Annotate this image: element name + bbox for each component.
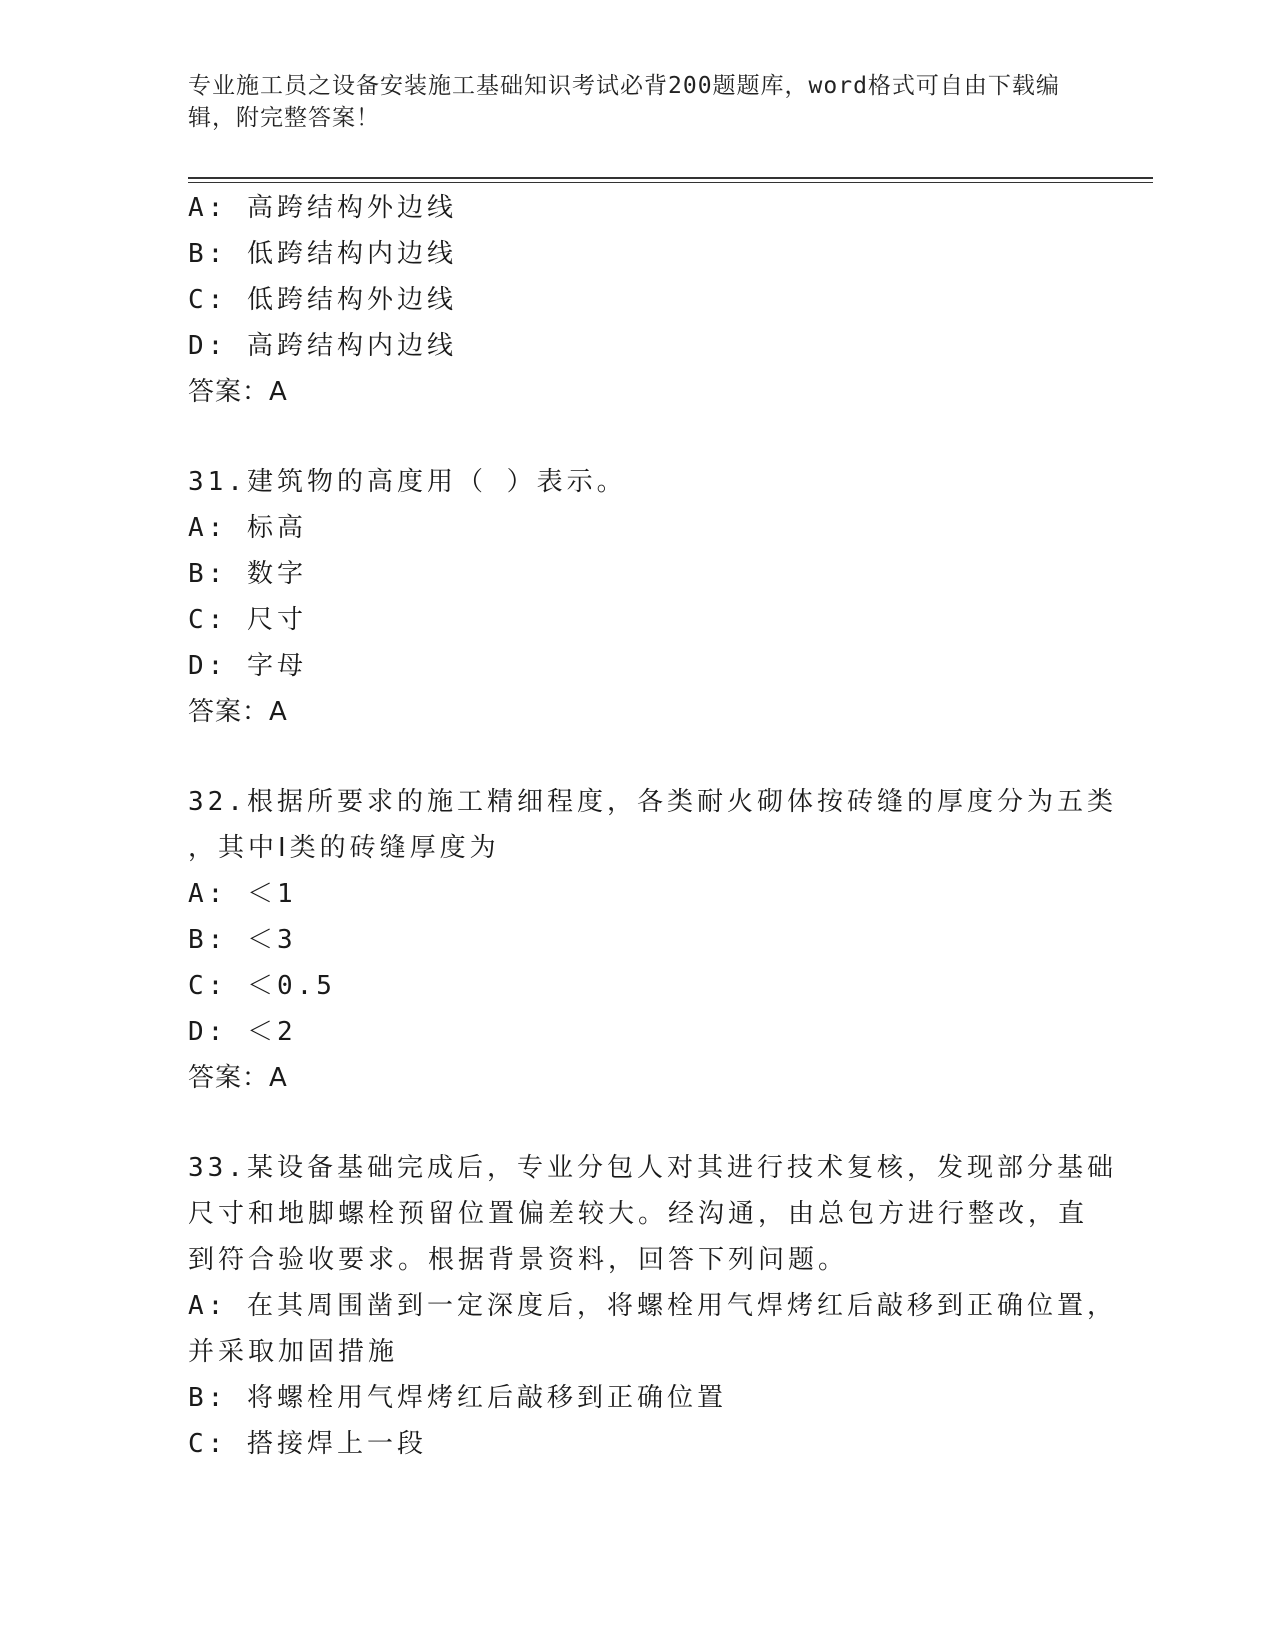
question-30-block xyxy=(188,185,1068,415)
question-text: 33.某设备基础完成后，专业分包人对其进行技术复核，发现部分基础 xyxy=(188,1153,1117,1183)
option-b: B: 低跨结构内边线 xyxy=(188,239,457,269)
question-31-block xyxy=(188,459,1068,735)
option-c: C: ＜0.5 xyxy=(188,971,336,1001)
question-list xyxy=(188,185,1117,1467)
option-a: A: 标高 xyxy=(188,513,307,543)
question-text: 32.根据所要求的施工精细程度，各类耐火砌体按砖缝的厚度分为五类 xyxy=(188,787,1117,817)
header-divider-thick xyxy=(188,177,1153,179)
header-divider-thin xyxy=(188,182,1153,183)
document-header: 专业施工员之设备安装施工基础知识考试必背200题题库，word格式可自由下载编辑，附完整答案！ xyxy=(188,73,1060,131)
question-text-continued: ，其中Ⅰ类的砖缝厚度为 xyxy=(188,833,500,863)
question-33-block xyxy=(188,1145,1117,1467)
option-d: D: 字母 xyxy=(188,651,307,681)
option-d: D: ＜2 xyxy=(188,1017,297,1047)
answer-line: 答案：A xyxy=(188,1063,288,1093)
question-text: 31.建筑物的高度用（ ）表示。 xyxy=(188,467,627,497)
question-text-continued: 到符合验收要求。根据背景资料，回答下列问题。 xyxy=(188,1245,849,1275)
option-d: D: 高跨结构内边线 xyxy=(188,331,457,361)
answer-line: 答案：A xyxy=(188,697,288,727)
question-text-continued: 尺寸和地脚螺栓预留位置偏差较大。经沟通，由总包方进行整改，直 xyxy=(188,1199,1089,1229)
option-b: B: 将螺栓用气焊烤红后敲移到正确位置 xyxy=(188,1383,727,1413)
option-b: B: 数字 xyxy=(188,559,307,589)
option-b: B: ＜3 xyxy=(188,925,297,955)
option-c: C: 尺寸 xyxy=(188,605,307,635)
option-a-continued: 并采取加固措施 xyxy=(188,1337,399,1367)
answer-line: 答案：A xyxy=(188,377,288,407)
question-32-block xyxy=(188,779,1117,1101)
option-c: C: 搭接焊上一段 xyxy=(188,1429,427,1459)
option-c: C: 低跨结构外边线 xyxy=(188,285,457,315)
option-a: A: ＜1 xyxy=(188,879,297,909)
option-a: A: 在其周围凿到一定深度后，将螺栓用气焊烤红后敲移到正确位置， xyxy=(188,1291,1117,1321)
option-a: A: 高跨结构外边线 xyxy=(188,193,457,223)
